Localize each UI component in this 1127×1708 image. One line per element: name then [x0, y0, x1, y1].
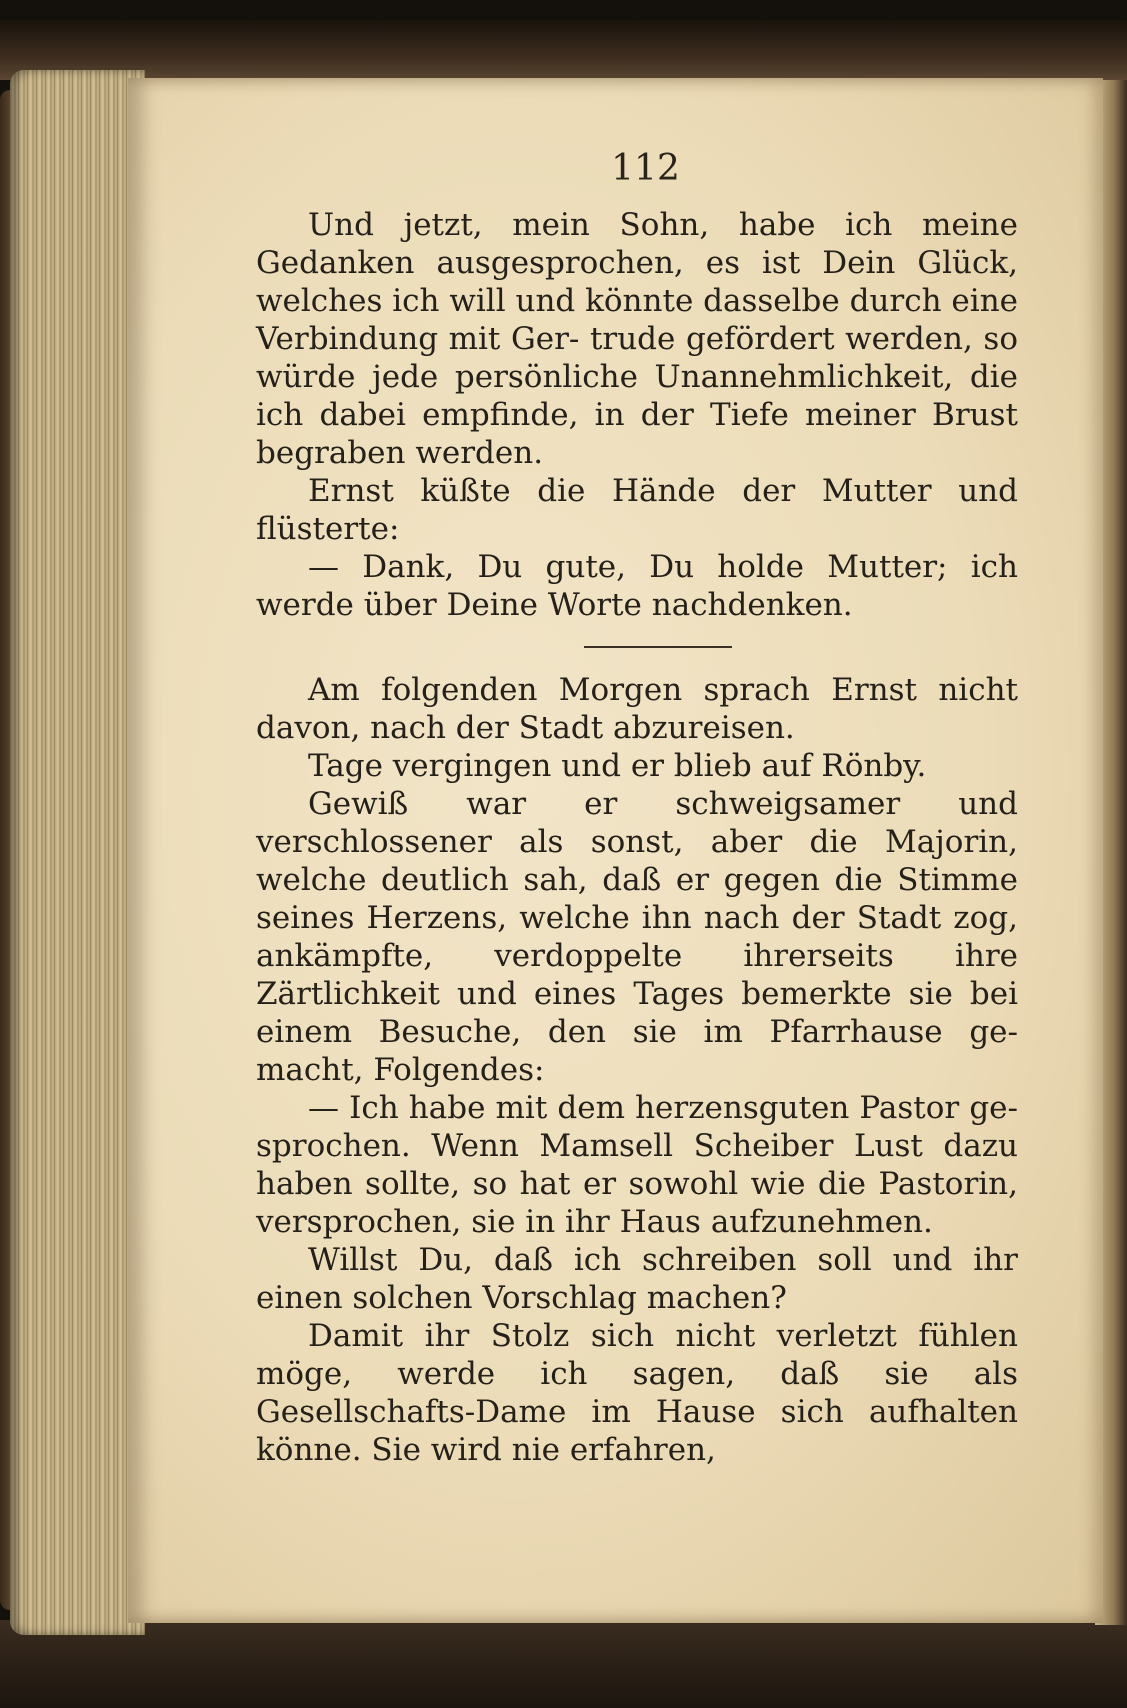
paragraph: Damit ihr Stolz sich nicht verletzt fühlen möge, werde ich sagen, daß sie als Gesellschafts-Dame im Hause sich aufhalten könne. Sie wird nie erfahren, — [256, 1318, 1018, 1468]
paragraph: Gewiß war er schweigsamer und verschlossener als sonst, aber die Majorin, welche deutlich sah, daß er gegen die Stimme seines Herzens, welche ihn nach der Stadt zog, ankämpfte, verdoppelte ihrerseits ihre Zärtlichkeit und eines Tages bemerkte sie bei einem Besuche, den sie im Pfarrhause ge- macht, Folgendes: — [256, 786, 1018, 1088]
book-page — [128, 78, 1103, 1623]
section-divider — [584, 646, 732, 648]
paragraph: — Ich habe mit dem herzensguten Pastor ge- sprochen. Wenn Mamsell Scheiber Lust dazu haben sollte, so hat er sowohl wie die Pastorin, versprochen, sie in ihr Haus aufzunehmen. — [256, 1090, 1018, 1240]
page-stack-edge — [10, 70, 145, 1635]
paragraph: Ernst küßte die Hände der Mutter und flüsterte: — [256, 473, 1018, 547]
book-binding-top — [0, 20, 1127, 80]
paragraph: Willst Du, daß ich schreiben soll und ihr einen solchen Vorschlag machen? — [256, 1242, 1018, 1316]
text-section-1 — [256, 206, 1018, 624]
text-section-2 — [256, 671, 1018, 1469]
paragraph: Am folgenden Morgen sprach Ernst nicht davon, nach der Stadt abzureisen. — [256, 672, 1018, 746]
book-binding-bottom — [0, 1620, 1127, 1708]
paragraph: — Dank, Du gute, Du holde Mutter; ich werde über Deine Worte nachdenken. — [256, 549, 1018, 623]
page-number: 112 — [611, 148, 680, 189]
paragraph: Tage vergingen und er blieb auf Rönby. — [308, 748, 927, 784]
paragraph: Und jetzt, mein Sohn, habe ich meine Gedanken ausgesprochen, es ist Dein Glück, welches ich will und könnte dasselbe durch eine Verbindung mit Ger- trude gefördert werden, so würde jede persönliche Unannehmlichkeit, die ich dabei empfinde, in der Tiefe meiner Brust begraben werden. — [256, 207, 1018, 471]
